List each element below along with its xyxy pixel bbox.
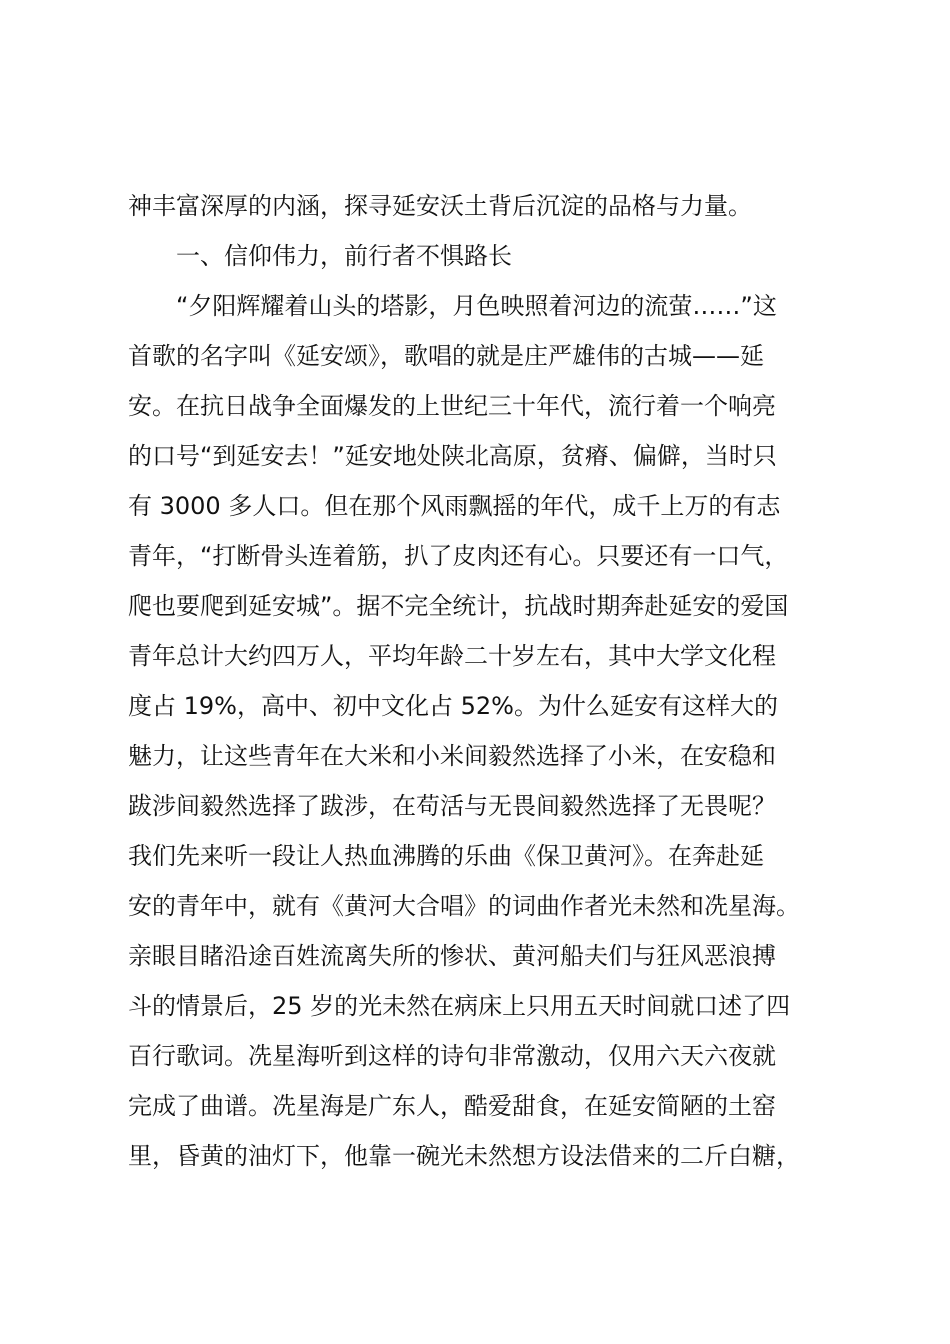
- text-line: 安的青年中，就有《黄河大合唱》的词曲作者光未然和冼星海。: [128, 892, 800, 920]
- text-line: 度占 19%，高中、初中文化占 52%。为什么延安有这样大的: [128, 692, 778, 720]
- text-line: 里，昏黄的油灯下，他靠一碗光未然想方设法借来的二斤白糖，: [128, 1142, 800, 1170]
- text-line: 神丰富深厚的内涵，探寻延安沃土背后沉淀的品格与力量。: [128, 192, 752, 220]
- text-line: 我们先来听一段让人热血沸腾的乐曲《保卫黄河》。在奔赴延: [128, 842, 764, 870]
- text-line: 完成了曲谱。冼星海是广东人，酷爱甜食，在延安简陋的土窑: [128, 1092, 776, 1120]
- text-line: 青年，“打断骨头连着筋，扒了皮肉还有心。只要还有一口气，: [128, 542, 789, 570]
- text-line: “夕阳辉耀着山头的塔影，月色映照着河边的流萤……”这: [176, 292, 777, 320]
- text-line: 首歌的名字叫《延安颂》，歌唱的就是庄严雄伟的古城——延: [128, 342, 764, 370]
- text-line: 有 3000 多人口。但在那个风雨飘摇的年代，成千上万的有志: [128, 492, 781, 520]
- text-line: 斗的情景后，25 岁的光未然在病床上只用五天时间就口述了四: [128, 992, 791, 1020]
- text-line: 爬也要爬到延安城”。据不完全统计，抗战时期奔赴延安的爱国: [128, 592, 789, 620]
- text-line: 青年总计大约四万人，平均年龄二十岁左右，其中大学文化程: [128, 642, 776, 670]
- text-line: 百行歌词。冼星海听到这样的诗句非常激动，仅用六天六夜就: [128, 1042, 776, 1070]
- text-line: 安。在抗日战争全面爆发的上世纪三十年代，流行着一个响亮: [128, 392, 776, 420]
- text-line: 魅力，让这些青年在大米和小米间毅然选择了小米，在安稳和: [128, 742, 776, 770]
- text-line: 的口号“到延安去！”延安地处陕北高原，贫瘠、偏僻，当时只: [128, 442, 777, 470]
- text-line: 跋涉间毅然选择了跋涉，在苟活与无畏间毅然选择了无畏呢？: [128, 792, 776, 820]
- section-heading: 一、信仰伟力，前行者不惧路长: [176, 242, 512, 270]
- text-line: 亲眼目睹沿途百姓流离失所的惨状、黄河船夫们与狂风恶浪搏: [128, 942, 776, 970]
